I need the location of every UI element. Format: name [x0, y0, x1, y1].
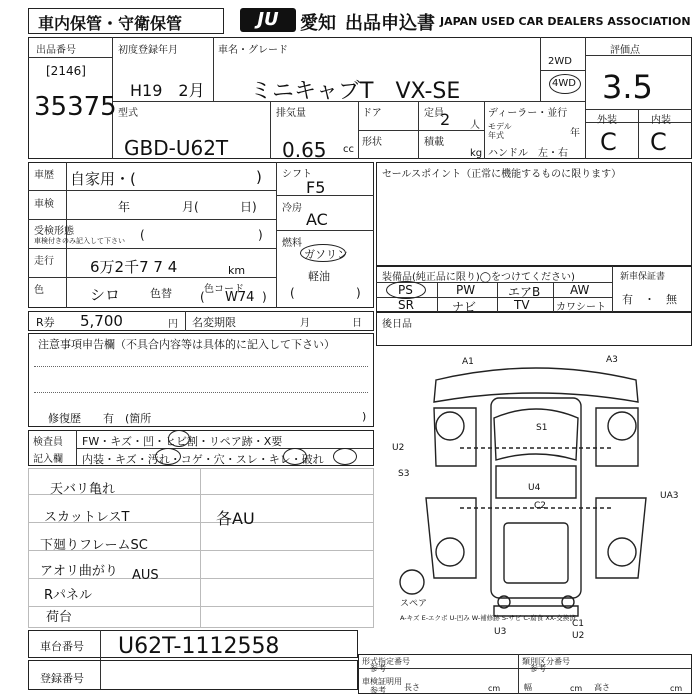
history-value: 自家用・(: [70, 170, 136, 188]
model-year-2: 年式: [488, 131, 504, 140]
dealer-parallel: ディーラー・並行: [488, 108, 568, 119]
length-cm: cm: [488, 684, 501, 693]
name-change-label: 名変期限: [192, 316, 236, 329]
ac-label: 冷房: [282, 203, 302, 214]
exterior-grade: C: [600, 128, 617, 156]
model-label: 型式: [118, 108, 138, 119]
mark-u3: U3: [494, 627, 507, 637]
class-ref: 参考: [530, 664, 546, 673]
mark-u2-right: U2: [572, 631, 585, 641]
remark-line-5: Rパネル: [44, 588, 93, 603]
handle-label: ハンドル 左・右: [488, 148, 568, 159]
displacement-unit: cc: [343, 144, 354, 155]
lot-label: 出品番号: [36, 45, 76, 56]
equip-airbag: エアB: [508, 285, 541, 299]
lot-number: 35375: [34, 92, 117, 122]
mark-u4: U4: [528, 483, 541, 493]
fuel-gas: ガソリン: [304, 248, 348, 261]
remark-line-4: アオリ曲がり: [40, 564, 118, 579]
inspection-row-2: 内装・キズ・汚れ・コゲ・穴・スレ・キレ・破れ: [82, 453, 324, 466]
scuff-circle: [283, 448, 307, 465]
color-value: シロ: [90, 286, 121, 304]
color-change: 色替: [150, 287, 172, 300]
equip-tv: TV: [514, 298, 530, 312]
repair-close: ): [362, 410, 367, 423]
inspection-row-1: FW・キズ・凹・ヒビ割・リペア跡・X要: [82, 435, 283, 448]
shape-label: 形状: [362, 137, 382, 148]
interior-grade: C: [650, 128, 667, 156]
color-label: 色: [34, 285, 44, 296]
chassis-label: 車台番号: [40, 640, 84, 653]
storage-label: 車内保管・守衛保管: [38, 14, 183, 33]
equip-leather: カワシート: [556, 302, 606, 313]
mark-ua3: UA3: [660, 491, 679, 501]
org-name: 愛知: [300, 13, 336, 34]
length-label: 長さ: [404, 683, 420, 692]
remark-line-6: 荷台: [46, 610, 73, 625]
remark-line-1: 天バリ亀れ: [50, 482, 116, 497]
recycle-value: 5,700: [80, 312, 123, 330]
tear-circle: [333, 448, 357, 465]
daily-label: 後日品: [382, 319, 412, 330]
notes-label: 注意事項申告欄（不具合内容等は具体的に記入して下さい）: [38, 338, 335, 351]
equip-sr: SR: [398, 298, 414, 312]
capacity-unit: 人: [470, 120, 480, 131]
equip-navi: ナビ: [452, 300, 477, 314]
reception-label: 受検形態: [34, 226, 74, 237]
interior-label: 内装: [651, 115, 671, 126]
reception-note: 車検付きのみ記入して下さい: [34, 237, 125, 245]
color-code-open: (: [200, 290, 205, 304]
color-code-label: 色コード: [204, 284, 244, 295]
reception-close: ): [258, 228, 263, 242]
capacity-value: 2: [440, 110, 451, 129]
equip-ps: PS: [398, 283, 413, 297]
shaken-day: 日): [240, 200, 257, 214]
inspection-label-1: 検査員: [33, 437, 63, 448]
drive-2wd: 2WD: [548, 56, 572, 67]
name-change-month: 月: [300, 318, 310, 329]
model-value: GBD-U62T: [124, 136, 229, 160]
shaken-year: 年: [118, 200, 131, 214]
width-cm: cm: [570, 684, 583, 693]
mark-a3: A3: [606, 355, 618, 365]
exterior-label: 外装: [597, 115, 617, 126]
remark-line-3: 下廻りフレームSC: [40, 538, 148, 553]
history-close: ): [256, 168, 262, 186]
recycle-label: R券: [36, 316, 55, 329]
mileage-label: 走行: [34, 256, 54, 267]
damage-legend: A-キズ E-エクボ U-凹み W-補修跡 S-サビ C-腐食 XX-交換済: [400, 614, 576, 622]
mileage-unit: km: [228, 264, 246, 277]
equip-aw: AW: [570, 283, 590, 297]
registration-label: 初度登録年月: [118, 45, 178, 56]
lot-sub: [2146]: [46, 64, 86, 78]
capacity-label: 定員: [424, 108, 444, 119]
association-name: JAPAN USED CAR DEALERS ASSOCIATION: [440, 15, 691, 28]
color-code-close: ): [262, 290, 267, 304]
stain-circle: [155, 448, 181, 465]
load-unit: kg: [470, 148, 483, 159]
shift-label: シフト: [282, 169, 312, 180]
class-label: 類別区分番号: [522, 657, 570, 666]
warranty-value: 有 ・ 無: [622, 293, 677, 306]
shaken-month: 月(: [182, 200, 199, 214]
model-year-1: モデル: [488, 122, 512, 131]
sales-point-label: セールスポイント（正常に機能するものに限ります）: [382, 169, 622, 180]
mark-u2-left: U2: [392, 443, 405, 453]
car-name-value: ミニキャブT VX-SE: [250, 79, 461, 104]
registration-value: H19 2月: [130, 81, 205, 100]
mark-a1: A1: [462, 357, 474, 367]
load-label: 積載: [424, 137, 444, 148]
doors-label: ドア: [362, 108, 382, 119]
remark-right-1: 各AU: [216, 509, 255, 528]
name-change-day: 日: [352, 318, 362, 329]
mark-s3: S3: [398, 469, 410, 479]
mark-c2: C2: [534, 501, 547, 511]
fuel-diesel: 軽油: [308, 270, 330, 283]
car-diagram: [376, 348, 692, 650]
ju-logo: JU: [240, 8, 296, 32]
rating-label: 評価点: [610, 45, 640, 56]
dent-circle: [168, 430, 190, 447]
shift-value: F5: [306, 178, 326, 197]
fuel-label: 燃料: [282, 238, 302, 249]
model-year-unit: 年: [570, 128, 580, 139]
mark-c1: C1: [572, 619, 585, 629]
spare-label: スペア: [400, 599, 428, 609]
history-label: 車歴: [34, 170, 54, 181]
warranty-label: 新車保証書: [620, 272, 666, 282]
chassis-value: U62T-1112558: [118, 634, 280, 659]
shaken-label: 車検: [34, 199, 54, 210]
cert-label: 車検証明用: [362, 677, 402, 686]
spec-ref: 参考: [370, 664, 386, 673]
mark-s1: S1: [536, 423, 548, 433]
rating-value: 3.5: [602, 68, 653, 106]
remark-right-2: AUS: [132, 568, 159, 583]
displacement-value: 0.65: [282, 138, 327, 162]
ac-value: AC: [306, 210, 328, 229]
width-label: 幅: [524, 683, 532, 692]
fuel-close: ): [356, 286, 361, 300]
equip-pw: PW: [456, 283, 476, 297]
mileage-value: 6万2千7 7 4: [90, 258, 178, 276]
plate-label: 登録番号: [40, 672, 84, 685]
daily-box: [376, 312, 692, 346]
color-code-value: W74: [225, 290, 255, 305]
height-label: 高さ: [594, 683, 610, 692]
equipment-label: 装備品(純正品に限り)◯をつけてください): [382, 272, 575, 283]
cert-ref: 参考: [370, 686, 386, 695]
reception-open: (: [140, 228, 145, 242]
displacement-label: 排気量: [276, 108, 306, 119]
spec-label: 形式指定番号: [362, 657, 410, 666]
height-cm: cm: [670, 684, 683, 693]
recycle-unit: 円: [168, 319, 178, 330]
inspection-label-2: 記入欄: [33, 454, 63, 465]
fuel-open: (: [290, 286, 295, 300]
drive-4wd: 4WD: [552, 78, 576, 89]
car-name-label: 車名・グレード: [218, 45, 288, 56]
repair-history: 修復歴 有 (箇所: [48, 412, 152, 425]
form-title: 出品申込書: [345, 13, 435, 34]
remark-line-2: スカットレスT: [44, 510, 130, 525]
